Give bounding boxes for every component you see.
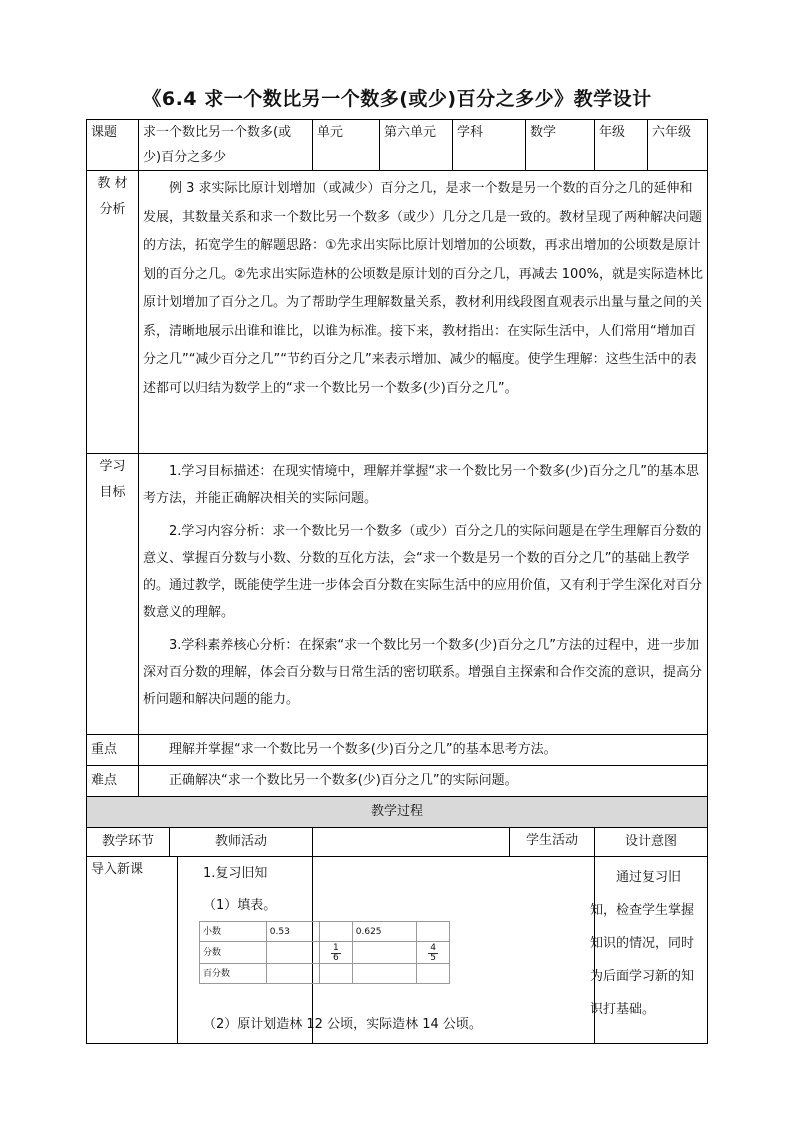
decimal-cell-3: 0.625 <box>352 922 416 942</box>
fill-in-table <box>199 921 450 984</box>
col-student: 学生活动 <box>525 833 578 848</box>
col-stage: 教学环节 <box>87 828 170 856</box>
row-label-decimal: 小数 <box>200 922 267 942</box>
fraction-four-fifths <box>428 944 438 963</box>
subject-label: 学科 <box>453 120 526 171</box>
percent-cell-4 <box>417 964 450 984</box>
lesson-value: 求一个数比另一个数多(或少)百分之多少 <box>139 120 313 171</box>
fraction-2-denominator: 5 <box>430 953 436 963</box>
analysis-label-line1: 教 材 <box>97 176 128 191</box>
objectives-row <box>87 454 708 735</box>
process-heading: 教学过程 <box>87 797 708 828</box>
row-label-fraction: 分数 <box>200 942 267 964</box>
key-point-text-content: 理解并掌握“求一个数比另一个数多(少)百分之几”的基本思考方法。 <box>169 742 557 757</box>
fill-row-fraction <box>200 942 450 964</box>
percent-cell-1 <box>266 964 319 984</box>
analysis-label <box>87 171 139 454</box>
fraction-cell-1 <box>266 942 319 964</box>
objectives-content <box>139 454 708 735</box>
key-point-row <box>87 735 708 766</box>
percent-cell-2 <box>319 964 352 984</box>
fill-row-decimal <box>200 922 450 942</box>
document-title: 《6.4 求一个数比另一个数多(或少)百分之多少》教学设计 <box>142 88 652 110</box>
percent-cell-3 <box>352 964 416 984</box>
key-point-label: 重点 <box>87 735 139 766</box>
grade-label: 年级 <box>595 120 648 171</box>
decimal-cell-2 <box>319 922 352 942</box>
intro-stage: 导入新课 <box>87 857 178 1043</box>
review-sub: （1）填表。 <box>203 898 277 913</box>
intro-intent-text: 通过复习旧知，检查学生掌握知识的情况，同时为后面学习新的知识打基础。 <box>590 870 695 1017</box>
row-label-percent: 百分数 <box>200 964 267 984</box>
fill-row-percent <box>200 964 450 984</box>
decimal-cell-1: 0.53 <box>266 922 319 942</box>
review-title: 1.复习旧知 <box>203 866 268 881</box>
objectives-label <box>87 454 139 735</box>
unit-value: 第六单元 <box>380 120 453 171</box>
fraction-2-numerator: 4 <box>430 943 436 953</box>
difficulty-text <box>139 766 708 797</box>
grade-value: 六年级 <box>648 120 708 171</box>
analysis-label-line2: 分析 <box>99 202 126 217</box>
objectives-label-line1: 学习 <box>99 459 126 474</box>
key-point-text <box>139 735 708 766</box>
objectives-label-line2: 目标 <box>99 485 126 500</box>
objective-item-1: 1.学习目标描述：在现实情境中，理解并掌握“求一个数比另一个数多(少)百分之几”的基本思考方法，并能正确解决相关的实际问题。 <box>143 464 700 506</box>
fraction-cell-2 <box>319 942 352 964</box>
analysis-row <box>87 171 708 454</box>
subject-value: 数学 <box>526 120 595 171</box>
col-stage-header <box>87 828 313 857</box>
analysis-content <box>139 171 708 454</box>
difficulty-row <box>87 766 708 797</box>
decimal-cell-4 <box>417 922 450 942</box>
fraction-cell-3 <box>352 942 416 964</box>
fraction-1-numerator: 1 <box>332 943 339 953</box>
col-teacher: 教师活动 <box>214 834 267 849</box>
fraction-one-sixth <box>331 944 341 963</box>
unit-label: 单元 <box>313 120 380 171</box>
intro-teacher-activity <box>203 861 488 919</box>
process-heading-row <box>87 797 708 828</box>
difficulty-label: 难点 <box>87 766 139 797</box>
objective-item-3: 3.学科素养核心分析：在探索“求一个数比另一个数多(少)百分之几”方法的过程中，进一步加深对百分数的理解，体会百分数与日常生活的密切联系。增强自主探索和合作交流的意识，提高分析问题和解决问题的能力。 <box>143 638 703 707</box>
analysis-text: 例 3 求实际比原计划增加（或减少）百分之几，是求一个数是另一个数的百分之几的延伸和发展，其数量关系和求一个数比另一个数多（或少）几分之几是一致的。教材呈现了两种解决问题的方法，拓宽学生的解题思路：①先求出实际比原计划增加的公顷数，再求出增加的公顷数是原计划的百分之几。②先求出实际造林的公顷数是原计划的百分之几，再减去 100%，就是实际造林比原计划增加了百分之几。为了帮助学生理解数量关系，教材利用线段图直观表示出量与量之间的关系，清晰地展示出谁和谁比，以谁为标准。接下来，教材指出：在实际生活中，人们常用“增加百分之几”“减少百分之几”“节约百分之几”来表示增加、减少的幅度。使学生理解：这些生活中的表述都可以归结为数学上的“求一个数比另一个数多(少)百分之几”。 <box>143 181 703 396</box>
col-intent: 设计意图 <box>595 828 708 857</box>
intro-intent <box>590 861 703 1026</box>
review-step-2: （2）原计划造林 12 公顷，实际造林 14 公顷。 <box>203 1017 482 1032</box>
header-row <box>87 120 708 171</box>
lesson-label: 课题 <box>87 120 139 171</box>
difficulty-text-content: 正确解决“求一个数比另一个数多(少)百分之几”的实际问题。 <box>169 773 518 788</box>
process-column-headers <box>87 828 708 857</box>
objective-item-2: 2.学习内容分析：求一个数比另一个数多（或少）百分之几的实际问题是在学生理解百分数的意义、掌握百分数与小数、分数的互化方法，会“求一个数是另一个数的百分之几”的基础上教学的。通过教学，既能使学生进一步体会百分数在实际生活中的应用价值，又有利于学生深化对百分数意义的理解。 <box>143 524 703 620</box>
fraction-1-denominator: 6 <box>332 953 339 963</box>
fraction-cell-4 <box>417 942 450 964</box>
col-teacher-header-fill <box>313 828 595 857</box>
